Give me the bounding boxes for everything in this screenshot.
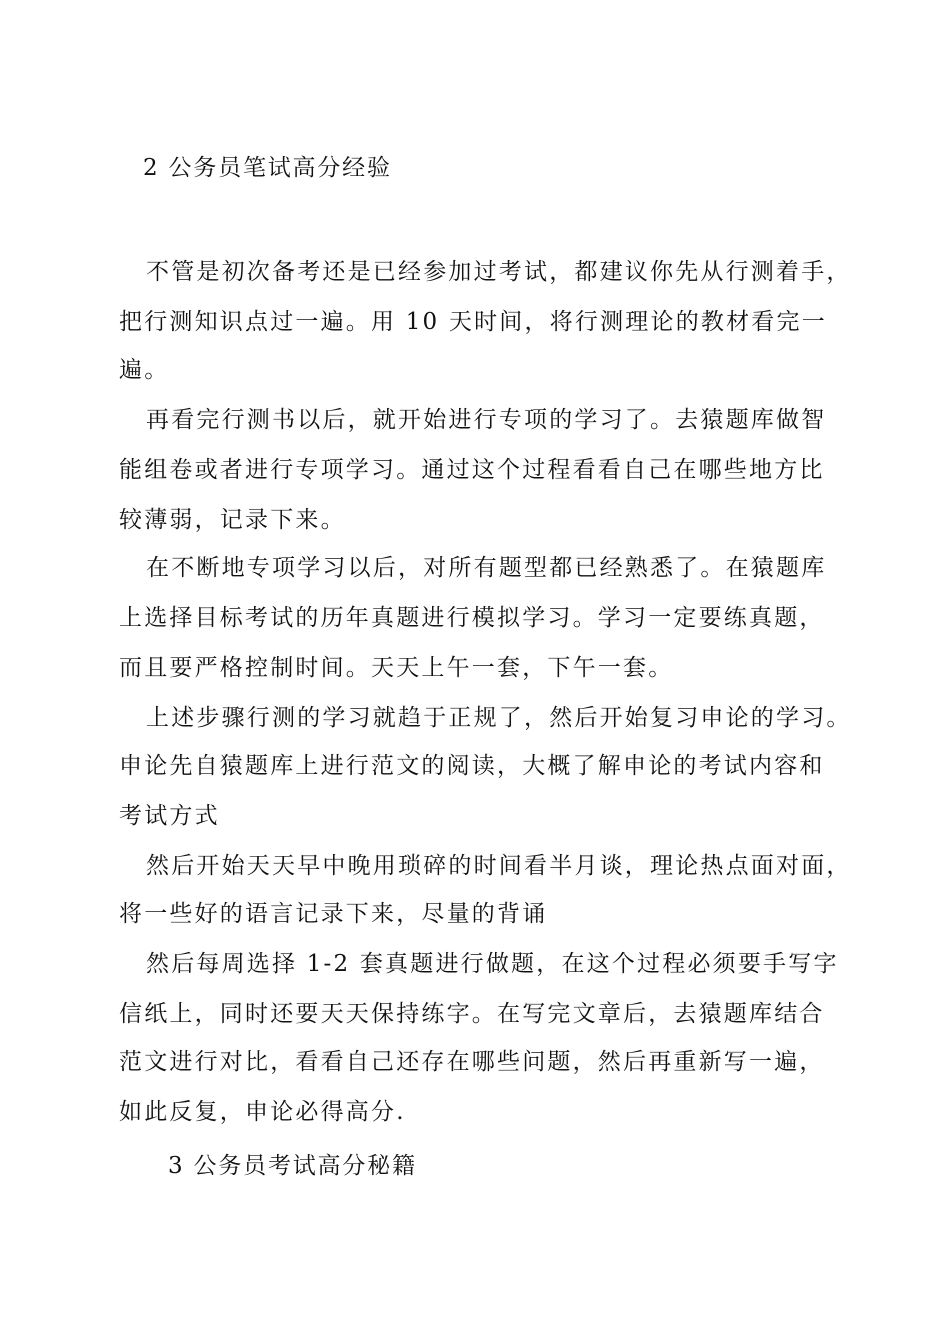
paragraph-line: 将一些好的语言记录下来，尽量的背诵: [119, 901, 548, 927]
paragraph-line: 在不断地专项学习以后，对所有题型都已经熟悉了。在猿题库: [146, 555, 827, 581]
paragraph-line: 较薄弱，记录下来。: [119, 507, 346, 533]
paragraph-line: 再看完行测书以后，就开始进行专项的学习了。去猿题库做智: [146, 407, 827, 433]
paragraph-line: 然后开始天天早中晚用琐碎的时间看半月谈，理论热点面对面，: [146, 853, 852, 879]
paragraph-line: 把行测知识点过一遍。用 10 天时间，将行测理论的教材看完一: [119, 309, 827, 335]
paragraph-line: 遍。: [119, 357, 170, 383]
paragraph-line: 如此反复，申论必得高分.: [119, 1099, 406, 1125]
paragraph-line: 然后每周选择 1-2 套真题进行做题，在这个过程必须要手写字: [146, 951, 839, 977]
paragraph-line: 而且要严格控制时间。天天上午一套，下午一套。: [119, 655, 674, 681]
section-heading-2: 2 公务员笔试高分经验: [143, 155, 392, 181]
paragraph-line: 能组卷或者进行专项学习。通过这个过程看看自己在哪些地方比: [119, 457, 825, 483]
paragraph-line: 不管是初次备考还是已经参加过考试，都建议你先从行测着手，: [146, 259, 852, 285]
paragraph-line: 申论先自猿题库上进行范文的阅读，大概了解申论的考试内容和: [119, 753, 825, 779]
paragraph-line: 上述步骤行测的学习就趋于正规了，然后开始复习申论的学习。: [146, 705, 852, 731]
paragraph-line: 范文进行对比，看看自己还存在哪些问题，然后再重新写一遍，: [119, 1049, 825, 1075]
paragraph-line: 考试方式: [119, 803, 220, 829]
section-heading-3: 3 公务员考试高分秘籍: [168, 1153, 417, 1179]
paragraph-line: 上选择目标考试的历年真题进行模拟学习。学习一定要练真题，: [119, 605, 825, 631]
paragraph-line: 信纸上，同时还要天天保持练字。在写完文章后，去猿题库结合: [119, 1001, 825, 1027]
